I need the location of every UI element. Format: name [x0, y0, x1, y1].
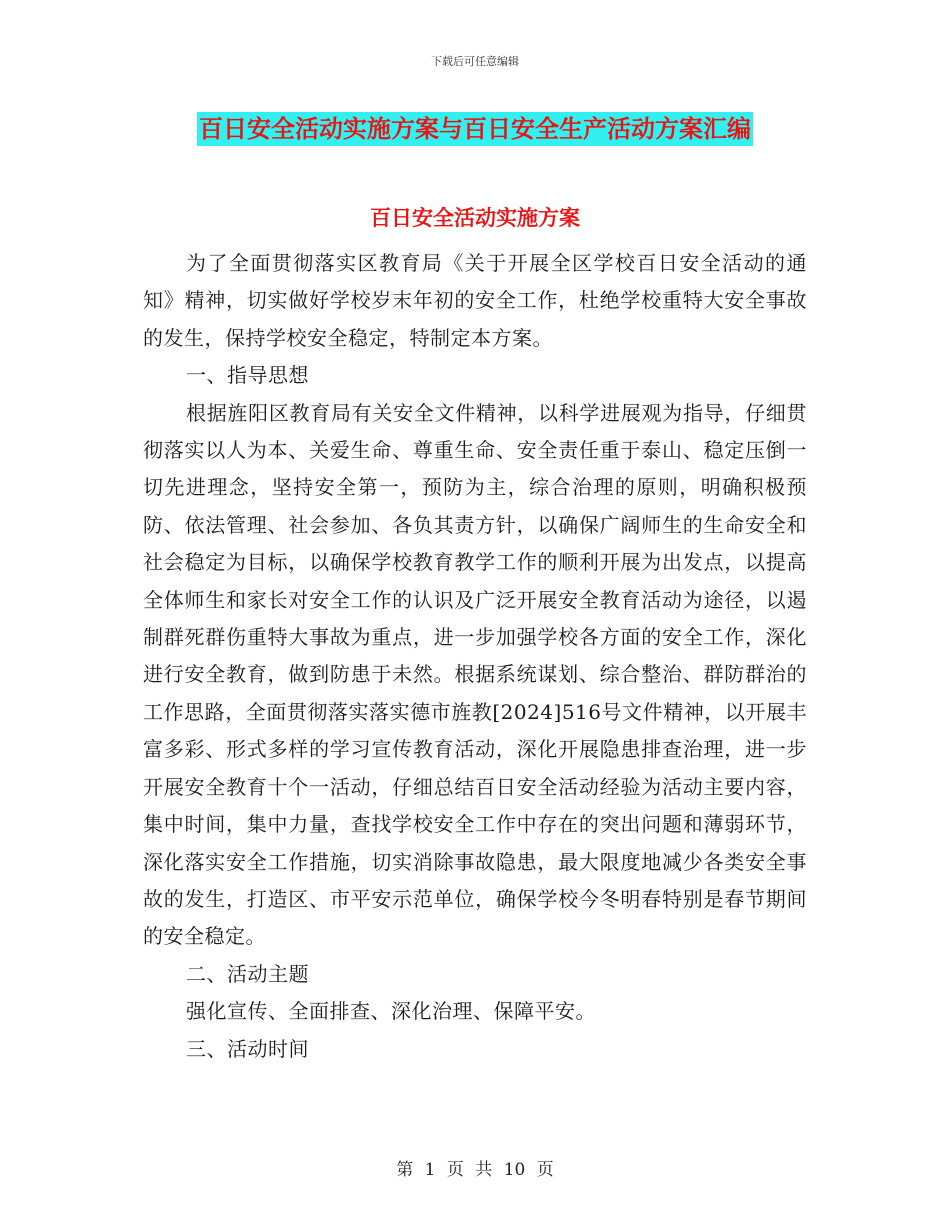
heading-activity-time: 三、活动时间: [186, 1036, 309, 1061]
page-footer: 第 1 页 共 10 页: [396, 1160, 554, 1180]
document-title-wrap: [0, 112, 950, 146]
section-title: 百日安全活动实施方案: [370, 206, 580, 230]
heading-activity-theme: 二、活动主题: [186, 961, 309, 986]
document-title: 百日安全活动实施方案与百日安全生产活动方案汇编: [197, 112, 753, 146]
heading-guiding-ideology: 一、指导思想: [186, 363, 309, 388]
paragraph-activity-theme: 强化宣传、全面排查、深化治理、保障平安。: [186, 999, 596, 1024]
page-header-note: 下载后可任意编辑: [431, 55, 519, 68]
paragraph-intro: 为了全面贯彻落实区教育局《关于开展全区学校百日安全活动的通知》精神，切实做好学校岁末年初的安全工作，杜绝学校重特大安全事故的发生，保持学校安全稳定，特制定本方案。: [143, 251, 807, 350]
document-body: [143, 245, 807, 1068]
paragraph-guiding-ideology: 根据旌阳区教育局有关安全文件精神，以科学进展观为指导，仔细贯彻落实以人为本、关爱生命、尊重生命、安全责任重于泰山、稳定压倒一切先进理念，坚持安全第一，预防为主，综合治理的原则，明确积极预防、依法管理、社会参加、各负其责方针，以确保广阔师生的生命安全和社会稳定为目标，以确保学校教育教学工作的顺利开展为出发点，以提高全体师生和家长对安全工作的认识及广泛开展安全教育活动为途径，以遏制群死群伤重特大事故为重点，进一步加强学校各方面的安全工作，深化进行安全教育，做到防患于未然。根据系统谋划、综合整治、群防群治的工作思路，全面贯彻落实落实德市旌教[2024]516号文件精神，以开展丰富多彩、形式多样的学习宣传教育活动，深化开展隐患排查治理，进一步开展安全教育十个一活动，仔细总结百日安全活动经验为活动主要内容，集中时间，集中力量，查找学校安全工作中存在的突出问题和薄弱环节，深化落实安全工作措施，切实消除事故隐患，最大限度地减少各类安全事故的发生，打造区、市平安示范单位，确保学校今冬明春特别是春节期间的安全稳定。: [143, 400, 807, 949]
